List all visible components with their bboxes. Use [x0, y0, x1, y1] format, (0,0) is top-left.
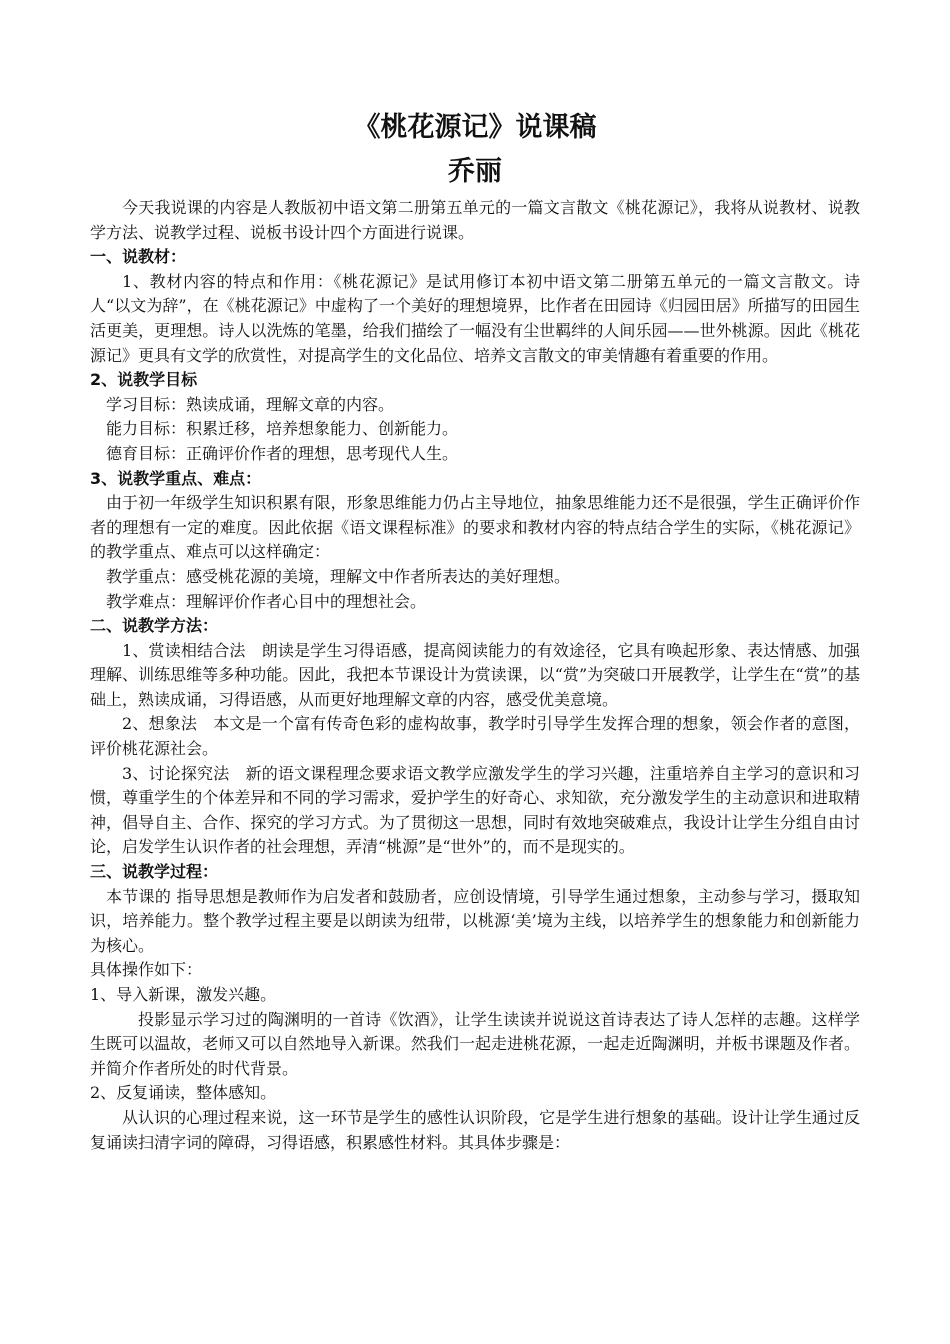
body-paragraph: 3、讨论探究法 新的语文课程理念要求语文教学应激发学生的学习兴趣，注重培养自主学习的意识和习惯，尊重学生的个体差异和不同的学习需求，爱护学生的好奇心、求知欲，充分激发学生的主动意识和进取精神，倡导自主、合作、探究的学习方式。为了贯彻这一思想，同时有效地突破难点，我设计让学生分组自由讨论，启发学生认识作者的社会理想，弄清“桃源”是“世外”的，而不是现实的。 — [90, 763, 860, 857]
body-paragraph: 2、反复诵读，整体感知。 — [90, 1083, 277, 1103]
section-heading: 二、说教学方法： — [90, 616, 219, 636]
section-heading: 三、说教学过程： — [90, 862, 219, 882]
body-paragraph: 德育目标：正确评价作者的理想，思考现代人生。 — [106, 443, 459, 463]
body-paragraph: 学习目标：熟读成诵，理解文章的内容。 — [106, 394, 395, 414]
body-paragraph: 投影显示学习过的陶渊明的一首诗《饮酒》，让学生读读并说说这首诗表达了诗人怎样的志趣。这样学生既可以温故，老师又可以自然地导入新课。然我们一起走进桃花源，一起走近陶渊明，并板书课题及作者。并简介作者所处的时代背景。 — [90, 1009, 860, 1078]
body-paragraph: 具体操作如下： — [90, 960, 203, 980]
body-paragraph: 教学重点：感受桃花源的美境，理解文中作者所表达的美好理想。 — [106, 566, 571, 586]
body-paragraph: 1、教材内容的特点和作用：《桃花源记》是试用修订本初中语文第二册第五单元的一篇文言散文。诗人“以文为辞”，在《桃花源记》中虚构了一个美好的理想境界，比作者在田园诗《归园田居》所描写的田园生活更美，更理想。诗人以洗炼的笔墨，给我们描绘了一幅没有尘世羁绊的人间乐园——世外桃源。因此《桃花源记》更具有文学的欣赏性，对提高学生的文化品位、培养文言散文的审美情趣有着重要的作用。 — [90, 271, 860, 365]
section-heading: 一、说教材： — [90, 247, 187, 267]
section-heading: 2、说教学目标 — [90, 370, 198, 390]
body-paragraph: 由于初一年级学生知识积累有限，形象思维能力仍占主导地位，抽象思维能力还不是很强，学生正确评价作者的理想有一定的难度。因此依据《语文课程标准》的要求和教材内容的特点结合学生的实际，《桃花源记》的教学重点、难点可以这样确定： — [90, 493, 860, 562]
body-paragraph: 教学难点：理解评价作者心目中的理想社会。 — [106, 591, 427, 611]
document-author: 乔丽 — [448, 156, 502, 187]
document-body — [90, 196, 860, 1155]
body-paragraph: 今天我说课的内容是人教版初中语文第二册第五单元的一篇文言散文《桃花源记》，我将从说教材、说教学方法、说教学过程、说板书设计四个方面进行说课。 — [90, 198, 860, 242]
body-paragraph: 1、导入新课，激发兴趣。 — [90, 985, 277, 1004]
section-heading: 3、说教学重点、难点： — [90, 468, 262, 488]
body-paragraph: 1、赏读相结合法 朗读是学生习得语感，提高阅读能力的有效途径，它具有唤起形象、表达情感、加强理解、训练思维等多种功能。因此，我把本节课设计为赏读课，以“赏”为突破口开展教学，让学生在“赏”的基础上，熟读成诵，习得语感，从而更好地理解文章的内容，感受优美意境。 — [90, 640, 860, 709]
body-paragraph: 能力目标：积累迁移，培养想象能力、创新能力。 — [106, 419, 459, 439]
body-paragraph: 本节课的 指导思想是教师作为启发者和鼓励者，应创设情境，引导学生通过想象，主动参与学习，摄取知识，培养能力。整个教学过程主要是以朗读为纽带，以桃源‘美’境为主线，以培养学生的想象能力和创新能力为核心。 — [90, 886, 860, 955]
document-title: 《桃花源记》说课稿 — [353, 112, 597, 143]
body-paragraph: 2、想象法 本文是一个富有传奇色彩的虚构故事，教学时引导学生发挥合理的想象，领会作者的意图，评价桃花源社会。 — [90, 714, 860, 759]
body-paragraph: 从认识的心理过程来说，这一环节是学生的感性认识阶段，它是学生进行想象的基础。设计让学生通过反复诵读扫清字词的障碍，习得语感，积累感性材料。其具体步骤是： — [90, 1107, 860, 1152]
